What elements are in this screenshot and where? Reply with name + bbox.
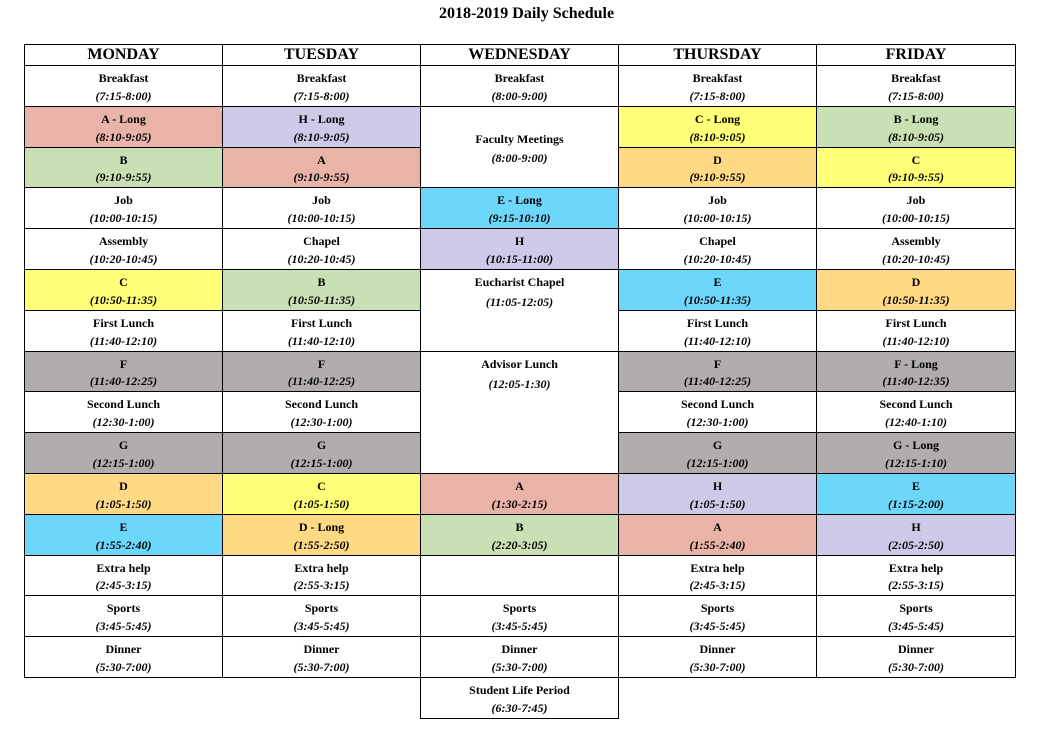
schedule-cell-tuesday-g <box>222 432 421 474</box>
schedule-cell-thursday-first-lunch <box>618 310 817 352</box>
schedule-cell-monday-f <box>24 351 223 392</box>
period-label: Sports <box>502 601 537 615</box>
period-time: (9:10-9:55) <box>95 170 152 184</box>
period-label: Sports <box>700 601 735 615</box>
schedule-cell-thursday-dinner <box>618 636 817 678</box>
period-time: (3:45-5:45) <box>888 619 944 633</box>
period-time: (10:20-10:45) <box>89 252 158 266</box>
period-time: (3:45-5:45) <box>491 619 548 633</box>
period-label: Sports <box>899 601 933 615</box>
schedule-cell-friday-sports <box>816 595 1016 637</box>
period-time: (12:15-1:00) <box>92 456 155 470</box>
period-time: (3:45-5:45) <box>689 619 746 633</box>
period-time: (10:20-10:45) <box>683 252 752 266</box>
schedule-cell-wednesday-a <box>420 473 619 515</box>
period-label: C - Long <box>694 112 741 126</box>
day-header-tuesday: TUESDAY <box>222 44 421 66</box>
schedule-cell-monday-assembly <box>24 228 223 270</box>
schedule-cell-monday-d <box>24 473 223 515</box>
schedule-cell-friday-e <box>816 473 1016 515</box>
period-time: (2:45-3:15) <box>95 578 152 592</box>
schedule-cell-tuesday-sports <box>222 595 421 637</box>
schedule-cell-wednesday-eucharist-chapel <box>420 269 619 352</box>
schedule-cell-thursday-g <box>618 432 817 474</box>
schedule-cell-thursday-chapel <box>618 228 817 270</box>
period-time: (10:15-11:00) <box>485 252 554 266</box>
period-label: E - Long <box>497 193 542 207</box>
period-time: (10:00-10:15) <box>89 211 158 225</box>
period-label: B <box>317 275 326 289</box>
schedule-cell-thursday-c-long <box>618 106 817 148</box>
period-label: D - Long <box>298 520 345 534</box>
period-time: (1:05-1:50) <box>689 497 746 511</box>
schedule-cell-tuesday-f <box>222 351 421 392</box>
period-label: Second Lunch <box>680 397 755 411</box>
period-label: Second Lunch <box>879 397 953 411</box>
period-time: (10:00-10:15) <box>683 211 752 225</box>
period-label: Extra help <box>690 561 745 575</box>
period-time: (5:30-7:00) <box>293 660 350 674</box>
schedule-cell-wednesday-b <box>420 514 619 556</box>
period-time: (12:05-1:30) <box>488 377 551 391</box>
period-time: (1:55-2:40) <box>689 538 746 552</box>
period-label: G - Long <box>892 438 939 452</box>
schedule-cell-thursday-breakfast <box>618 65 817 107</box>
period-time: (1:55-2:40) <box>95 538 152 552</box>
period-time: (10:20-10:45) <box>882 252 950 266</box>
period-label: Assembly <box>891 234 941 248</box>
period-time: (11:40-12:25) <box>287 374 356 388</box>
period-time: (2:05-2:50) <box>888 538 944 552</box>
period-label: Chapel <box>699 234 736 248</box>
period-time: (1:55-2:50) <box>293 538 350 552</box>
period-label: Breakfast <box>891 71 941 85</box>
period-time: (12:15-1:00) <box>290 456 353 470</box>
period-time: (1:30-2:15) <box>491 497 548 511</box>
period-time: (12:30-1:00) <box>290 415 353 429</box>
period-time: (7:15-8:00) <box>689 89 746 103</box>
schedule-cell-friday-d <box>816 269 1016 311</box>
period-time: (7:15-8:00) <box>293 89 350 103</box>
schedule-cell-wednesday-advisor-lunch <box>420 351 619 474</box>
period-label: Assembly <box>98 234 149 248</box>
period-label: Job <box>708 193 727 207</box>
period-label: Job <box>312 193 331 207</box>
period-time: (8:00-9:00) <box>491 89 548 103</box>
day-header-thursday: THURSDAY <box>618 44 817 66</box>
schedule-cell-monday-e <box>24 514 223 556</box>
period-time: (8:10-9:05) <box>689 130 746 144</box>
period-label: Chapel <box>303 234 340 248</box>
schedule-cell-wednesday-empty <box>420 555 619 596</box>
period-time: (2:55-3:15) <box>888 578 944 592</box>
period-label: First Lunch <box>885 316 947 330</box>
period-time: (10:50-11:35) <box>89 293 158 307</box>
period-label: Extra help <box>888 561 944 575</box>
period-time: (12:40-1:10) <box>885 415 947 429</box>
period-time: (12:30-1:00) <box>92 415 155 429</box>
period-time: (11:40-12:10) <box>683 334 752 348</box>
schedule-cell-friday-h <box>816 514 1016 556</box>
period-label: Job <box>114 193 133 207</box>
period-label: C <box>911 153 921 167</box>
period-label: G <box>712 438 723 452</box>
period-label: A <box>713 520 722 534</box>
period-label: Extra help <box>96 561 151 575</box>
schedule-cell-tuesday-dinner <box>222 636 421 678</box>
schedule-cell-thursday-sports <box>618 595 817 637</box>
schedule-cell-wednesday-student-life-period <box>420 677 619 719</box>
period-time: (1:05-1:50) <box>293 497 350 511</box>
period-label: F - Long <box>894 357 938 371</box>
period-label: Faculty Meetings <box>475 131 564 146</box>
schedule-cell-tuesday-second-lunch <box>222 391 421 433</box>
period-time: (9:15-10:10) <box>488 211 551 225</box>
schedule-cell-thursday-extra-help <box>618 555 817 596</box>
period-label: Breakfast <box>692 71 743 85</box>
period-time: (10:50-11:35) <box>683 293 752 307</box>
schedule-cell-monday-g <box>24 432 223 474</box>
period-label: Job <box>906 193 926 207</box>
period-label: Sports <box>304 601 339 615</box>
period-time: (10:20-10:45) <box>287 252 356 266</box>
schedule-cell-friday-breakfast <box>816 65 1016 107</box>
period-label: Breakfast <box>296 71 347 85</box>
schedule-cell-wednesday-sports <box>420 595 619 637</box>
schedule-cell-monday-sports <box>24 595 223 637</box>
period-time: (1:15-2:00) <box>888 497 944 511</box>
schedule-cell-monday-a-long <box>24 106 223 148</box>
period-label: First Lunch <box>686 316 748 330</box>
period-label: Student Life Period <box>469 683 570 697</box>
period-label: D <box>911 275 921 289</box>
schedule-cell-friday-dinner <box>816 636 1016 678</box>
schedule-cell-friday-f-long <box>816 351 1016 392</box>
period-time: (5:30-7:00) <box>491 660 548 674</box>
period-label: Advisor Lunch <box>481 357 558 371</box>
day-header-monday: MONDAY <box>24 44 223 66</box>
period-label: Second Lunch <box>284 397 359 411</box>
schedule-cell-thursday-h <box>618 473 817 515</box>
schedule-cell-monday-second-lunch <box>24 391 223 433</box>
period-label: A - Long <box>101 112 146 126</box>
period-label: Extra help <box>294 561 349 575</box>
schedule-cell-tuesday-breakfast <box>222 65 421 107</box>
schedule-cell-tuesday-b <box>222 269 421 311</box>
schedule-cell-monday-b <box>24 147 223 188</box>
period-time: (3:45-5:45) <box>95 619 152 633</box>
period-time: (7:15-8:00) <box>888 89 944 103</box>
schedule-cell-wednesday-e-long <box>420 187 619 229</box>
period-label: H <box>712 479 723 493</box>
period-time: (8:10-9:05) <box>293 130 350 144</box>
period-time: (8:10-9:05) <box>95 130 152 144</box>
period-time: (9:10-9:55) <box>888 170 944 184</box>
schedule-cell-tuesday-a <box>222 147 421 188</box>
period-time: (3:45-5:45) <box>293 619 350 633</box>
period-label: Second Lunch <box>86 397 161 411</box>
schedule-cell-thursday-job <box>618 187 817 229</box>
schedule-cell-thursday-e <box>618 269 817 311</box>
period-label: B <box>515 520 524 534</box>
period-time: (10:50-11:35) <box>287 293 356 307</box>
period-time: (8:00-9:00) <box>491 150 548 165</box>
schedule-cell-wednesday-dinner <box>420 636 619 678</box>
period-time: (5:30-7:00) <box>689 660 746 674</box>
period-label: H <box>911 520 921 534</box>
schedule-cell-friday-job <box>816 187 1016 229</box>
schedule-cell-monday-first-lunch <box>24 310 223 352</box>
schedule-cell-wednesday-h <box>420 228 619 270</box>
schedule-cell-monday-c <box>24 269 223 311</box>
period-time: (11:40-12:25) <box>683 374 752 388</box>
period-time: (12:15-1:00) <box>686 456 749 470</box>
period-label: D <box>713 153 722 167</box>
period-label: F <box>119 357 128 371</box>
schedule-cell-tuesday-h-long <box>222 106 421 148</box>
period-label: Dinner <box>898 642 934 656</box>
schedule-cell-friday-extra-help <box>816 555 1016 596</box>
period-label: Eucharist Chapel <box>474 275 565 289</box>
period-label: First Lunch <box>92 316 154 330</box>
schedule-cell-tuesday-c <box>222 473 421 515</box>
schedule-cell-friday-assembly <box>816 228 1016 270</box>
schedule-cell-friday-c <box>816 147 1016 188</box>
period-label: Dinner <box>699 642 736 656</box>
period-label: E <box>911 479 920 493</box>
schedule-cell-thursday-a <box>618 514 817 556</box>
period-label: G <box>118 438 129 452</box>
period-label: B - Long <box>893 112 939 126</box>
period-label: A <box>515 479 524 493</box>
period-time: (7:15-8:00) <box>95 89 152 103</box>
schedule-cell-monday-extra-help <box>24 555 223 596</box>
period-label: C <box>317 479 326 493</box>
period-time: (2:55-3:15) <box>293 578 350 592</box>
period-label: H - Long <box>298 112 345 126</box>
schedule-cell-monday-dinner <box>24 636 223 678</box>
period-label: Dinner <box>105 642 142 656</box>
period-time: (5:30-7:00) <box>888 660 944 674</box>
period-time: (9:10-9:55) <box>293 170 350 184</box>
period-time: (1:05-1:50) <box>95 497 152 511</box>
schedule-cell-tuesday-first-lunch <box>222 310 421 352</box>
schedule-cell-thursday-d <box>618 147 817 188</box>
period-time: (11:05-12:05) <box>485 295 554 309</box>
period-time: (11:40-12:10) <box>287 334 356 348</box>
day-header-friday: FRIDAY <box>816 44 1016 66</box>
period-time: (5:30-7:00) <box>95 660 152 674</box>
period-time: (11:40-12:10) <box>89 334 158 348</box>
period-label: E <box>119 520 128 534</box>
period-time: (11:40-12:10) <box>882 334 950 348</box>
period-time: (12:15-1:10) <box>885 456 947 470</box>
period-label: C <box>119 275 128 289</box>
period-label: B <box>119 153 128 167</box>
schedule-cell-friday-second-lunch <box>816 391 1016 433</box>
period-time: (8:10-9:05) <box>888 130 944 144</box>
page-title: 2018-2019 Daily Schedule <box>438 5 615 22</box>
period-label: Sports <box>106 601 141 615</box>
period-label: D <box>119 479 128 493</box>
schedule-cell-tuesday-job <box>222 187 421 229</box>
period-time: (11:40-12:35) <box>882 374 950 388</box>
period-label: First Lunch <box>290 316 352 330</box>
period-label: G <box>316 438 327 452</box>
schedule-cell-friday-g-long <box>816 432 1016 474</box>
period-time: (11:40-12:25) <box>89 374 158 388</box>
schedule-cell-tuesday-chapel <box>222 228 421 270</box>
schedule-cell-wednesday-faculty-meetings <box>420 106 619 188</box>
period-label: Breakfast <box>98 71 149 85</box>
schedule-cell-thursday-f <box>618 351 817 392</box>
period-time: (9:10-9:55) <box>689 170 746 184</box>
period-time: (2:20-3:05) <box>491 538 548 552</box>
period-label: Dinner <box>501 642 538 656</box>
day-header-wednesday: WEDNESDAY <box>420 44 619 66</box>
schedule-cell-wednesday-breakfast <box>420 65 619 107</box>
schedule-cell-thursday-second-lunch <box>618 391 817 433</box>
period-label: F <box>713 357 722 371</box>
period-label: A <box>317 153 326 167</box>
period-time: (10:00-10:15) <box>882 211 950 225</box>
period-label: E <box>713 275 722 289</box>
schedule-cell-monday-job <box>24 187 223 229</box>
period-time: (2:45-3:15) <box>689 578 746 592</box>
period-label: Breakfast <box>494 71 545 85</box>
period-label: F <box>317 357 326 371</box>
period-time: (12:30-1:00) <box>686 415 749 429</box>
period-time: (10:50-11:35) <box>882 293 950 307</box>
schedule-cell-friday-b-long <box>816 106 1016 148</box>
period-time: (6:30-7:45) <box>491 701 548 715</box>
period-time: (10:00-10:15) <box>287 211 356 225</box>
period-label: Dinner <box>303 642 340 656</box>
schedule-cell-monday-breakfast <box>24 65 223 107</box>
period-label: H <box>514 234 525 248</box>
schedule-cell-tuesday-d-long <box>222 514 421 556</box>
schedule-cell-tuesday-extra-help <box>222 555 421 596</box>
schedule-cell-friday-first-lunch <box>816 310 1016 352</box>
